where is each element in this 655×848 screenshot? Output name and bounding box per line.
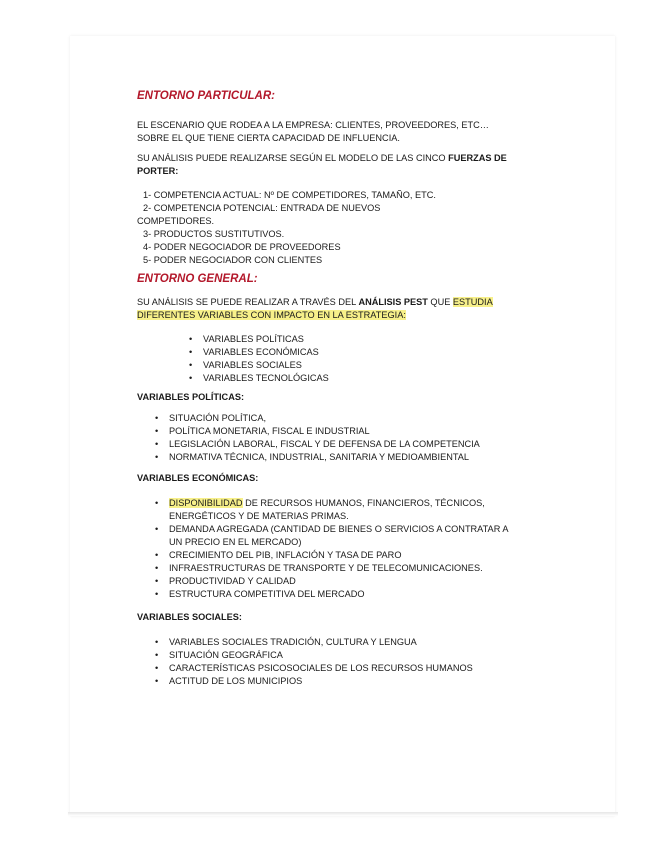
list-item: • SITUACIÓN POLÍTICA, xyxy=(137,412,521,425)
heading-variables-sociales: VARIABLES SOCIALES: xyxy=(137,612,242,622)
list-item: • VARIABLES POLÍTICAS xyxy=(137,333,521,346)
list-item: 4- PODER NEGOCIADOR DE PROVEEDORES xyxy=(143,242,341,252)
paragraph-escenario: EL ESCENARIO QUE RODEA A LA EMPRESA: CLIENTES, PROVEEDORES, ETC… SOBRE EL QUE TIENE CIERTA CAPACIDAD DE INFLUENCIA. xyxy=(137,120,489,143)
list-item xyxy=(137,497,521,523)
list-item: • SITUACIÓN GEOGRÁFICA xyxy=(137,649,521,662)
pest-bold: ANÁLISIS PEST xyxy=(358,297,428,307)
list-item: 3- PRODUCTOS SUSTITUTIVOS. xyxy=(143,229,285,239)
heading-entorno-particular: ENTORNO PARTICULAR: xyxy=(137,90,275,102)
pest-highlight: ESTUDIA DIFERENTES VARIABLES CON IMPACTO EN LA ESTRATEGIA: xyxy=(137,297,493,320)
politicas-list xyxy=(137,412,521,464)
list-item: 5- PODER NEGOCIADOR CON CLIENTES xyxy=(143,255,323,265)
list-item: • VARIABLES ECONÓMICAS xyxy=(137,346,521,359)
porter-intro: SU ANÁLISIS PUEDE REALIZARSE SEGÚN EL MODELO DE LAS CINCO xyxy=(137,153,449,163)
list-item: • VARIABLES SOCIALES xyxy=(137,359,521,372)
economicas-list xyxy=(137,497,521,601)
list-item: • ESTRUCTURA COMPETITIVA DEL MERCADO xyxy=(137,588,521,601)
paragraph-porter xyxy=(137,152,521,178)
list-item: 2- COMPETENCIA POTENCIAL: ENTRADA DE NUEVOS xyxy=(143,203,381,213)
list-item: • PRODUCTIVIDAD Y CALIDAD xyxy=(137,575,521,588)
paragraph-pest xyxy=(137,296,521,322)
list-item: • INFRAESTRUCTURAS DE TRANSPORTE Y DE TELECOMUNICACIONES. xyxy=(137,562,521,575)
porter-bold: FUERZAS DE PORTER: xyxy=(137,153,507,176)
document-body xyxy=(137,90,521,688)
list-item: 1- COMPETENCIA ACTUAL: Nº DE COMPETIDORES, TAMAÑO, ETC. xyxy=(143,190,436,200)
heading-variables-economicas: VARIABLES ECONÓMICAS: xyxy=(137,473,259,483)
sheet-edge xyxy=(68,812,618,816)
heading-variables-politicas: VARIABLES POLÍTICAS: xyxy=(137,392,245,402)
list-item: • NORMATIVA TÉCNICA, INDUSTRIAL, SANITARIA Y MEDIOAMBIENTAL xyxy=(137,451,521,464)
porter-forces-list xyxy=(137,189,521,267)
sociales-list xyxy=(137,636,521,688)
list-item: • CRECIMIENTO DEL PIB, INFLACIÓN Y TASA DE PARO xyxy=(137,549,521,562)
pest-mid: QUE xyxy=(427,297,453,307)
list-item: • VARIABLES SOCIALES TRADICIÓN, CULTURA Y LENGUA xyxy=(137,636,521,649)
disponibilidad-highlight: DISPONIBILIDAD xyxy=(169,498,243,508)
list-item: • LEGISLACIÓN LABORAL, FISCAL Y DE DEFENSA DE LA COMPETENCIA xyxy=(137,438,521,451)
list-item: • DEMANDA AGREGADA (CANTIDAD DE BIENES O SERVICIOS A CONTRATAR A UN PRECIO EN EL MERCADO) xyxy=(137,523,521,549)
pest-list xyxy=(137,333,521,385)
disponibilidad-rest: DE RECURSOS HUMANOS, FINANCIEROS, TÉCNICOS, ENERGÉTICOS Y DE MATERIAS PRIMAS. xyxy=(169,498,485,521)
pest-intro: SU ANÁLISIS SE PUEDE REALIZAR A TRAVÉS DEL xyxy=(137,297,359,307)
list-item: COMPETIDORES. xyxy=(137,216,215,226)
heading-entorno-general: ENTORNO GENERAL: xyxy=(137,273,258,285)
list-item: • VARIABLES TECNOLÓGICAS xyxy=(137,372,521,385)
list-item: • CARACTERÍSTICAS PSICOSOCIALES DE LOS RECURSOS HUMANOS xyxy=(137,662,521,675)
list-item: • POLÍTICA MONETARIA, FISCAL E INDUSTRIAL xyxy=(137,425,521,438)
list-item: • ACTITUD DE LOS MUNICIPIOS xyxy=(137,675,521,688)
